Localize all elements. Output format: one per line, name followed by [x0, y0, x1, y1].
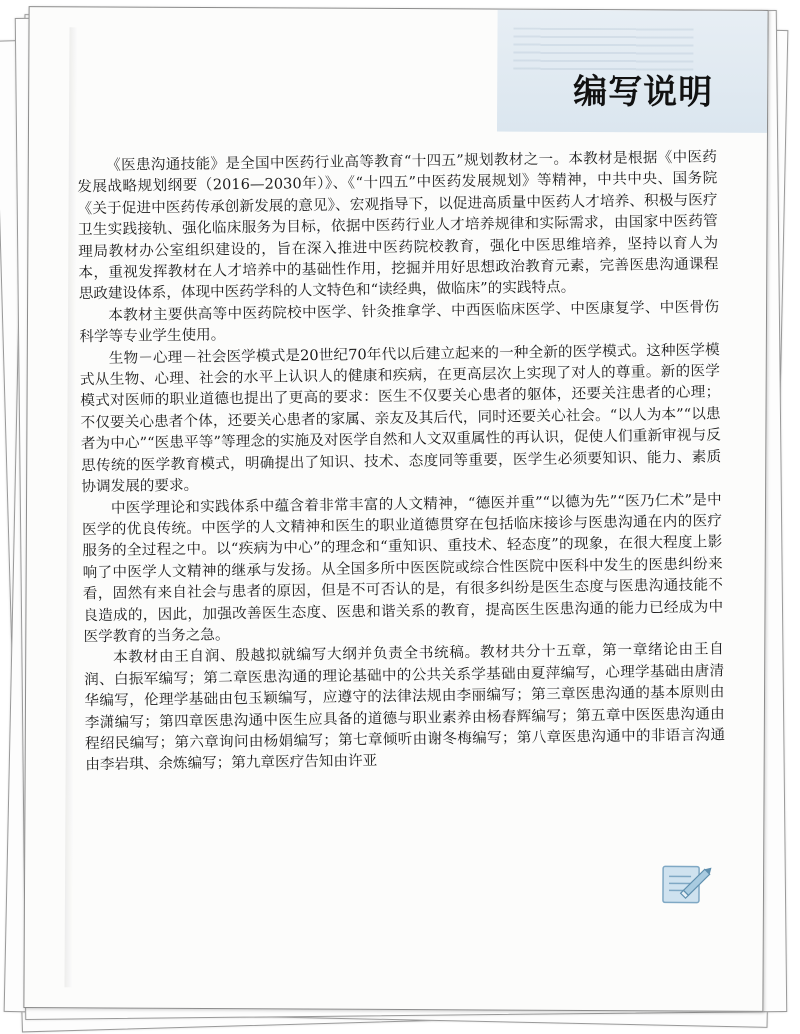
- paragraph: 《医患沟通技能》是全国中医药行业高等教育“十四五”规划教材之一。本教材是根据《中医药发展战略规划纲要（2016—2030年）》、《“十四五”中医药发展规划》等精神，中共中央、国务院《关于促进中医药传承创新发展的意见》、宏观指导下，以促进高质量中医药人才培养、积极与医疗卫生实践接轨、强化临床服务为目标，依据中医药行业人才培养规律和实际需求，由国家中医药管理局教材办公室组织建设的，旨在深入推进中医药院校教育，强化中医思维培养，坚持以育人为本，重视发挥教材在人才培养中的基础性作用，挖掘并用好思想政治教育元素，完善医患沟通课程思政建设体系，体现中医药学科的人文特色和“读经典，做临床”的实践特点。: [77, 148, 719, 303]
- paragraph: 本教材主要供高等中医药院校中医学、针灸推拿学、中西医临床医学、中医康复学、中医骨伤科学等专业学生使用。: [79, 298, 720, 346]
- paragraph: 本教材由王自润、殷越拟就编写大纲并负责全书统稿。教材共分十五章，第一章绪论由王自润、白振军编写；第二章医患沟通的理论基础中的公共关系学基础由夏萍编写，心理学基础由唐清华编写，伦理学基础由包玉颖编写，应遵守的法律法规由李丽编写；第三章医患沟通的基本原则由李潇编写；第四章医患沟通中医生应具备的道德与职业素养由杨春辉编写；第五章中医医患沟通由程绍民编写；第六章询问由杨娟编写；第七章倾听由谢冬梅编写；第八章医患沟通中的非语言沟通由李岩琪、余炼编写；第九章医疗告知由许亚: [84, 640, 726, 774]
- binding-shadow: [64, 27, 77, 987]
- page-title: 编写说明: [573, 71, 714, 113]
- pencil-notepad-icon: [659, 856, 715, 908]
- document-page: [23, 6, 768, 1012]
- paragraph: 中医学理论和实践体系中蕴含着非常丰富的人文精神，“德医并重”“以德为先”“医乃仁术”是中医学的优良传统。中医学的人文精神和医生的职业道德贯穿在包括临床接诊与医患沟通在内的医疗服务的全过程之中。以“疾病为中心”的理念和“重知识、重技术、轻态度”的现象，在很大程度上影响了中医学人文精神的继承与发扬。从全国多所中医医院或综合性医院中医科中发生的医患纠纷来看，固然有来自社会与患者的原因，但是不可否认的是，有很多纠纷是医生态度与医患沟通技能不良造成的，因此，加强改善医生态度、医患和谐关系的教育，提高医生医患沟通的能力已经成为中医学教育的当务之急。: [81, 490, 724, 646]
- body-text: [77, 146, 726, 776]
- paragraph: 生物－心理－社会医学模式是20世纪70年代以后建立起来的一种全新的医学模式。这种医学模式从生物、心理、社会的水平上认识人的健康和疾病，在更高层次上实现了对人的尊重。新的医学模式对医师的职业道德也提出了更高的要求：医生不仅要关心患者的躯体，还要关注患者的心理；不仅要关心患者个体，还要关心患者的家属、亲友及其后代，同时还要关心社会。“以人为本”“以患者为中心”“医患平等”等理念的实施及对医学自然和人文双重属性的再认识，促使人们重新审视与反思传统的医学教育模式，明确提出了知识、技术、态度同等重要，医学生必须要知识、能力、素质协调发展的要求。: [79, 341, 722, 496]
